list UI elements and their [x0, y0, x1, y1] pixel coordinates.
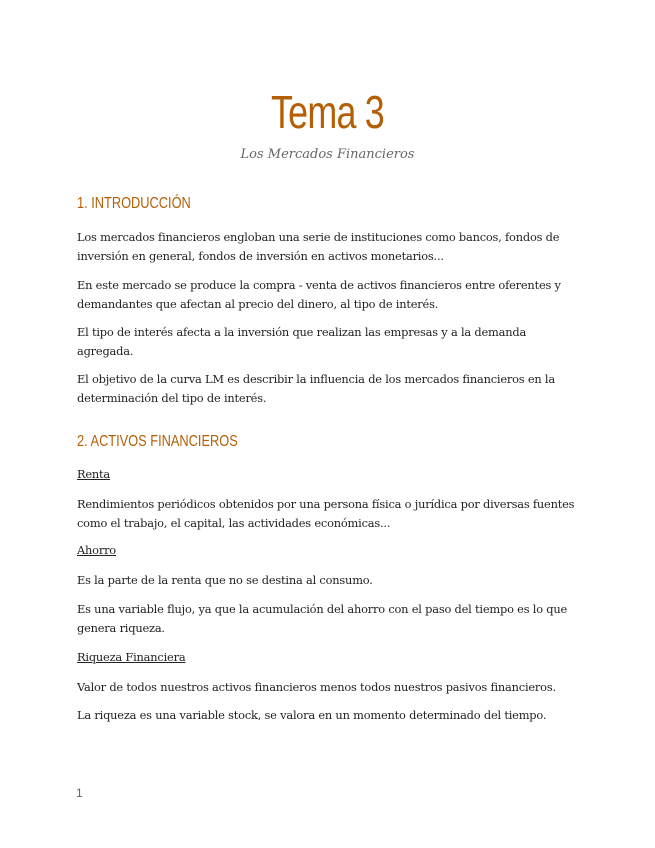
subsection-title-renta: Renta [77, 467, 111, 481]
paragraph: La riqueza es una variable stock, se valora en un momento determinado del tiempo. [77, 708, 547, 722]
section-heading-activos-financieros: 2. ACTIVOS FINANCIEROS [77, 433, 238, 450]
section-heading-introduccion: 1. INTRODUCCIÓN [77, 195, 191, 212]
document-title: Tema 3 [270, 86, 384, 138]
paragraph: Es una variable flujo, ya que la acumulación del ahorro con el paso del tiempo es lo que genera riqueza. [77, 602, 568, 635]
paragraph: El tipo de interés afecta a la inversión que realizan las empresas y a la demanda agregada. [77, 325, 527, 358]
paragraph: Los mercados financieros engloban una serie de instituciones como bancos, fondos de inversión en general, fondos de inversión en activos monetarios... [77, 230, 560, 263]
paragraph: Es la parte de la renta que no se destina al consumo. [77, 573, 373, 587]
paragraph: Rendimientos periódicos obtenidos por una persona física o jurídica por diversas fuentes como el trabajo, el capital, las actividades económicas... [77, 497, 575, 530]
paragraph: En este mercado se produce la compra - venta de activos financieros entre oferentes y demandantes que afectan al precio del dinero, al tipo de interés. [77, 278, 561, 311]
document-subtitle: Los Mercados Financieros [240, 147, 415, 162]
paragraph: Valor de todos nuestros activos financieros menos todos nuestros pasivos financieros. [77, 680, 556, 694]
page-number: 1 [76, 786, 83, 800]
subsection-title-riqueza-financiera: Riqueza Financiera [77, 650, 186, 664]
paragraph: El objetivo de la curva LM es describir la influencia de los mercados financieros en la determinación del tipo de interés. [77, 372, 555, 405]
subsection-title-ahorro: Ahorro [77, 543, 116, 557]
